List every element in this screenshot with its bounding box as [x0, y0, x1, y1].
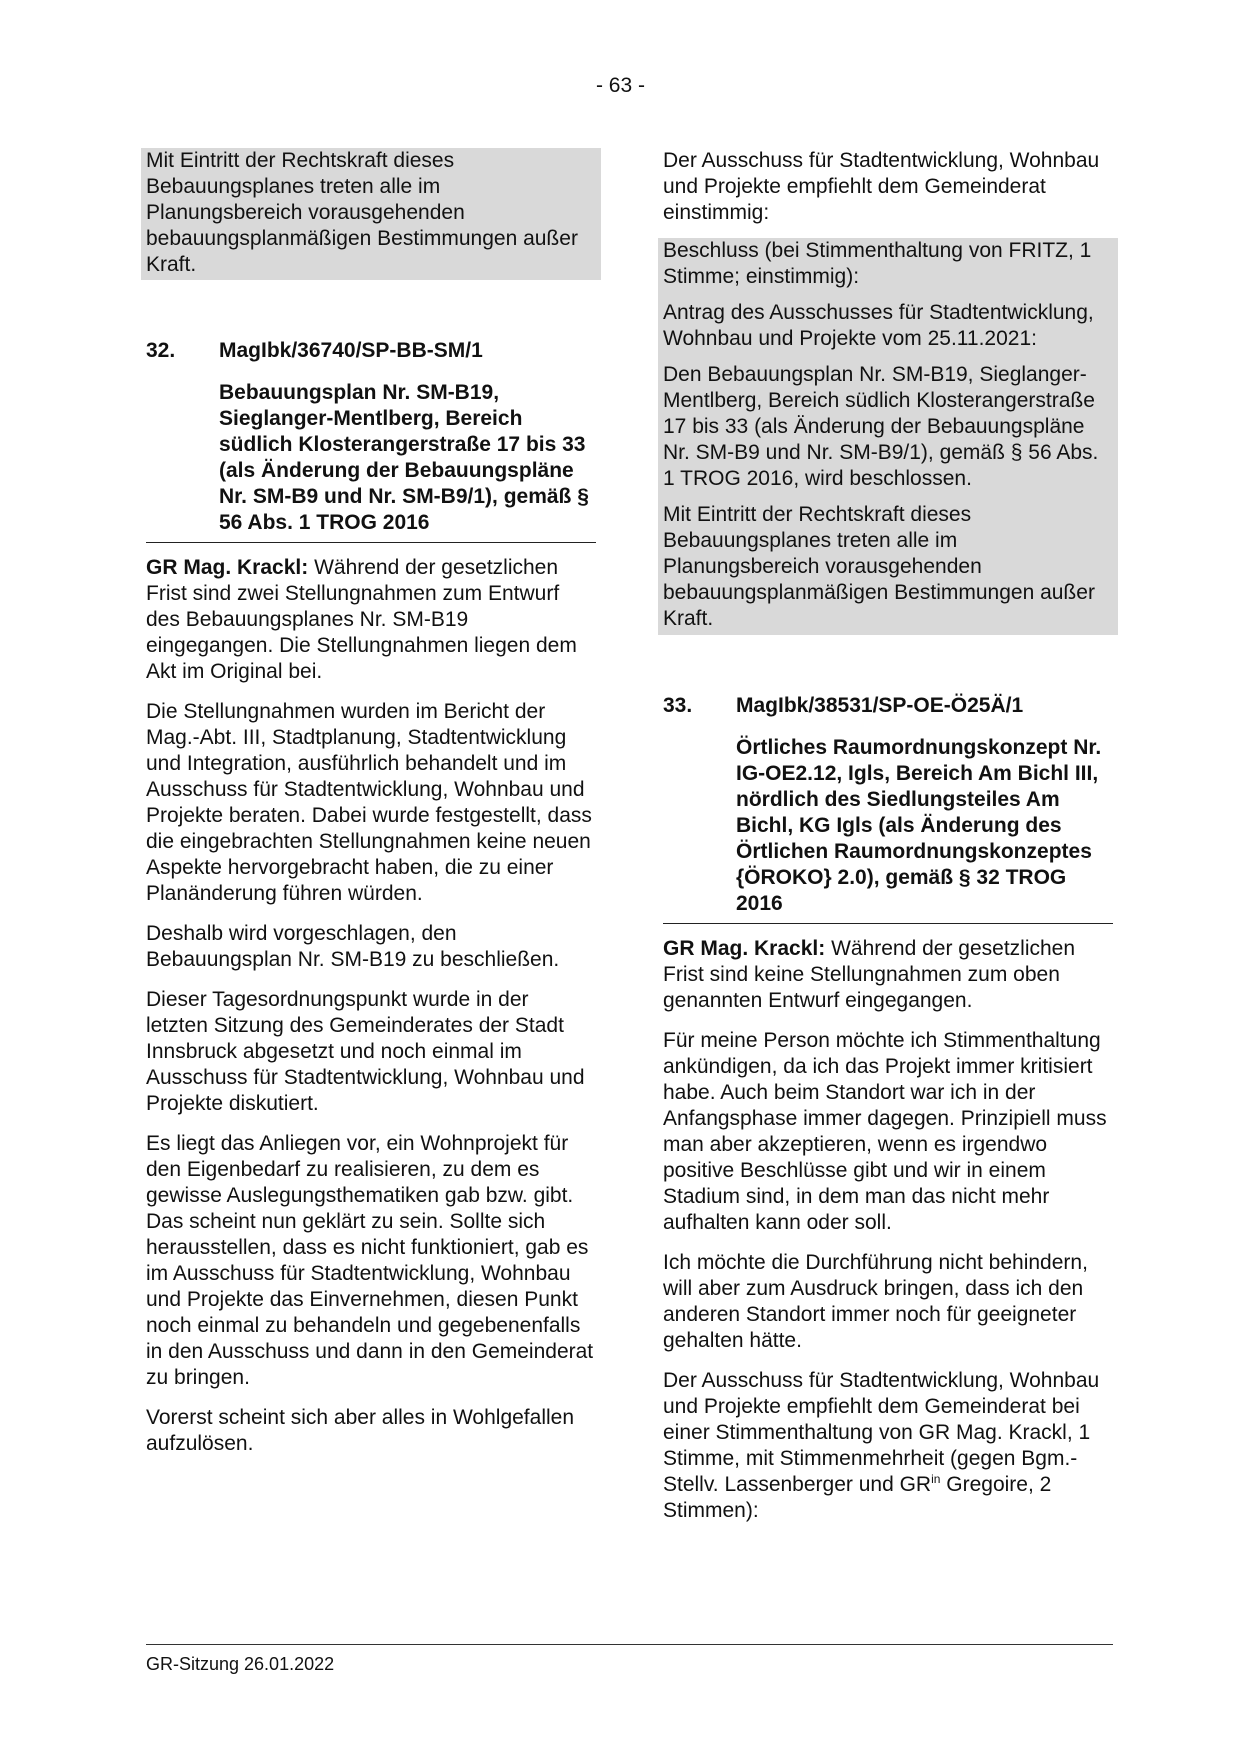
item-number: 32.: [146, 339, 176, 362]
body-paragraph: Deshalb wird vorgeschlagen, den Bebauungsplan Nr. SM-B19 zu beschließen.: [146, 922, 560, 971]
body-paragraph: Vorerst scheint sich aber alles in Wohlgefallen aufzulösen.: [146, 1406, 575, 1455]
speaker-text: Während der gesetzlichen Frist sind keine Stellungnahmen zum oben genannten Entwurf eingegangen.: [663, 937, 1076, 1012]
body-paragraph: Es liegt das Anliegen vor, ein Wohnprojekt für den Eigenbedarf zu realisieren, zu dem es gewisse Auslegungsthematiken gab bzw. gibt. Das scheint nun geklärt zu sein. Sollte sich herausstellen, dass es nicht funktioniert, gab es im Ausschuss für Stadtentwicklung, Wohnbau und Projekte das Einvernehmen, diesen Punkt noch einmal zu behandeln und gegebenenfalls in den Ausschuss und dann in den Gemeinderat zu bringen.: [146, 1132, 594, 1389]
body-paragraph: Für meine Person möchte ich Stimmenthaltung ankündigen, da ich das Projekt immer kritisiert habe. Auch beim Standort war ich in der Anfangsphase immer dagegen. Prinzipiell muss man aber akzeptieren, wenn es irgendwo positive Beschlüsse gibt und wir in einem Stadium sind, in dem man das nicht mehr aufhalten kann oder soll.: [663, 1029, 1107, 1234]
body-paragraph: Dieser Tagesordnungspunkt wurde in der letzten Sitzung des Gemeinderates der Stadt Innsbruck abgesetzt und noch einmal im Ausschuss für Stadtentwicklung, Wohnbau und Projekte diskutiert.: [146, 988, 585, 1115]
body-paragraph: Ich möchte die Durchführung nicht behindern, will aber zum Ausdruck bringen, dass ich den anderen Standort immer noch für geeigneter gehalten hätte.: [663, 1251, 1088, 1352]
speaker-text: Während der gesetzlichen Frist sind zwei Stellungnahmen zum Entwurf des Bebauungsplanes Nr. SM-B19 eingegangen. Die Stellungnahmen liegen dem Akt im Original bei.: [146, 556, 577, 683]
item-title: Örtliches Raumordnungskonzept Nr. IG-OE2.12, Igls, Bereich Am Bichl III, nördlich des Siedlungsteiles Am Bichl, KG Igls (als Änderung des Örtlichen Raumordnungskonzeptes {ÖROKO} 2.0), gemäß § 32 TROG 2016: [736, 736, 1102, 915]
agenda-item-32-header: [146, 338, 596, 543]
footer-divider: [146, 1644, 1113, 1645]
superscript-in: in: [931, 1472, 941, 1486]
item-number: 33.: [663, 694, 693, 717]
speaker-paragraph: [146, 555, 596, 685]
item-reference: MagIbk/36740/SP-BB-SM/1: [219, 339, 483, 362]
left-column: [146, 148, 596, 1471]
right-column: [663, 148, 1113, 1538]
speaker-paragraph: [663, 936, 1113, 1014]
body-paragraph: Die Stellungnahmen wurden im Bericht der Mag.-Abt. III, Stadtplanung, Stadtentwicklung und Integration, ausführlich behandelt und im Ausschuss für Stadtentwicklung, Wohnbau und Projekte beraten. Dabei wurde festgestellt, dass die eingebrachten Stellungnahmen keine neuen Aspekte hervorgebracht haben, die zu einer Planänderung führen würden.: [146, 700, 592, 905]
footer-session-date: GR-Sitzung 26.01.2022: [146, 1654, 335, 1674]
resolution-block: [658, 238, 1118, 635]
final-text: Der Ausschuss für Stadtentwicklung, Wohnbau und Projekte empfiehlt dem Gemeinderat bei einer Stimmenthaltung von GR Mag. Krackl, 1 Stimme, mit Stimmenmehrheit (gegen Bgm.-Stellv. Lassenberger und GR: [663, 1369, 1100, 1496]
resolution-paragraph: Mit Eintritt der Rechtskraft dieses Bebauungsplanes treten alle im Planungsbereich vorausgehenden bebauungsplanmäßigen Bestimmungen außer Kraft.: [663, 503, 1095, 630]
resolution-paragraph: Antrag des Ausschusses für Stadtentwicklung, Wohnbau und Projekte vom 25.11.2021:: [663, 301, 1094, 350]
final-text-end: Gregoire, 2 Stimmen):: [663, 1473, 1052, 1522]
final-recommendation-paragraph: [663, 1368, 1113, 1524]
speaker-name: GR Mag. Krackl:: [146, 556, 309, 579]
page-number: - 63 -: [595, 74, 645, 97]
agenda-item-33-header: [663, 693, 1113, 924]
resolution-paragraph: Beschluss (bei Stimmenthaltung von FRITZ, 1 Stimme; einstimmig):: [663, 239, 1092, 288]
item-title: Bebauungsplan Nr. SM-B19, Sieglanger-Mentlberg, Bereich südlich Klosterangerstraße 17 bis 33 (als Änderung der Bebauungspläne Nr. SM-B9 und Nr. SM-B9/1), gemäß § 56 Abs. 1 TROG 2016: [219, 381, 589, 534]
speaker-name: GR Mag. Krackl:: [663, 937, 826, 960]
recommendation-paragraph: Der Ausschuss für Stadtentwicklung, Wohnbau und Projekte empfiehlt dem Gemeinderat einstimmig:: [663, 149, 1100, 224]
shaded-intro-paragraph: Mit Eintritt der Rechtskraft dieses Bebauungsplanes treten alle im Planungsbereich vorausgehenden bebauungsplanmäßigen Bestimmungen außer Kraft.: [141, 148, 601, 280]
item-reference: MagIbk/38531/SP-OE-Ö25Ä/1: [736, 694, 1024, 717]
resolution-paragraph: Den Bebauungsplan Nr. SM-B19, Sieglanger-Mentlberg, Bereich südlich Klosterangerstraße 17 bis 33 (als Änderung der Bebauungspläne Nr. SM-B9 und Nr. SM-B9/1), gemäß § 56 Abs. 1 TROG 2016, wird beschlossen.: [663, 363, 1099, 490]
